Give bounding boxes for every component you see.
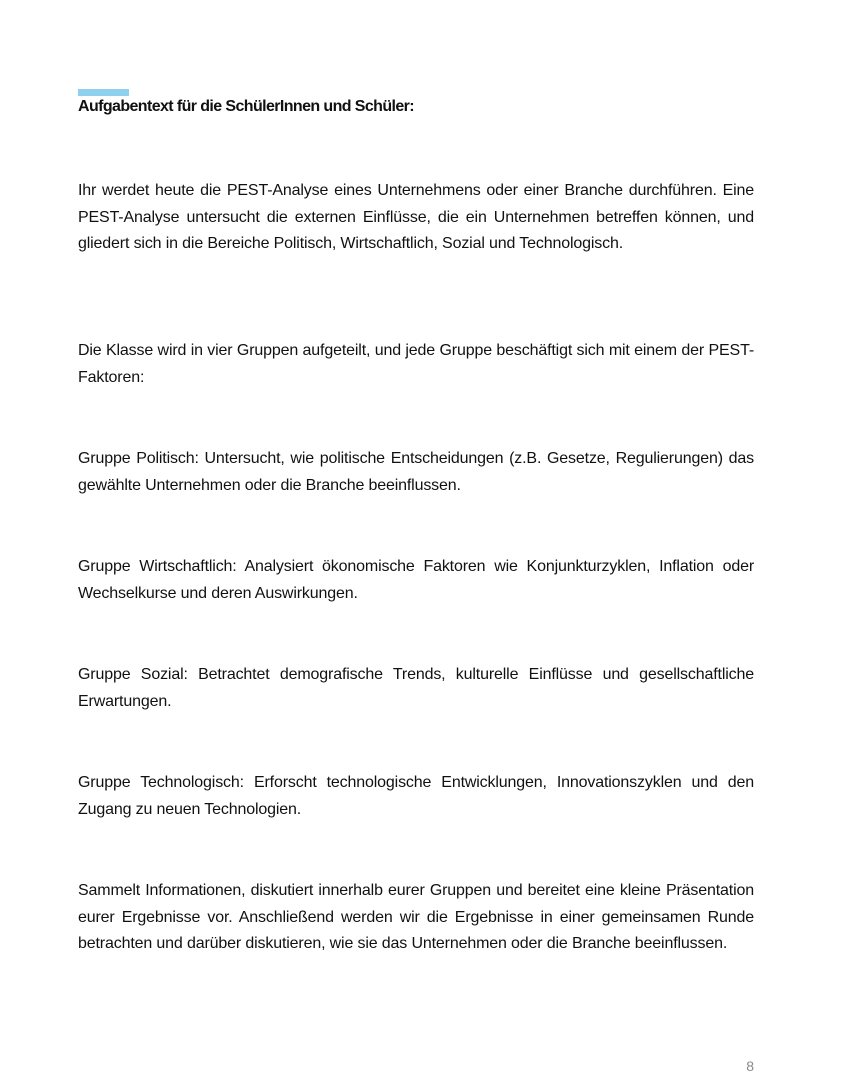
page-number: 8 xyxy=(746,1058,754,1074)
paragraph-intro: Ihr werdet heute die PEST-Analyse eines Unternehmens oder einer Branche durchführen. Eine PEST-Analyse untersucht die externen Einflüsse, die ein Unternehmen betreffen können, und gliedert sich in die Bereiche Politisch, Wirtschaftlich, Sozial und Technologisch. xyxy=(78,182,754,253)
section-heading: Aufgabentext für die SchülerInnen und Schüler: xyxy=(78,98,414,115)
heading-accent-bar xyxy=(78,89,129,96)
paragraph-group-politisch: Gruppe Politisch: Untersucht, wie politische Entscheidungen (z.B. Gesetze, Regulierungen) das gewählte Unternehmen oder die Branche beeinflussen. xyxy=(78,450,754,494)
paragraph-group-technologisch: Gruppe Technologisch: Erforscht technologische Entwicklungen, Innovationszyklen und den Zugang zu neuen Technologien. xyxy=(78,774,754,818)
paragraph-group-wirtschaftlich: Gruppe Wirtschaftlich: Analysiert ökonomische Faktoren wie Konjunkturzyklen, Inflation oder Wechselkurse und deren Auswirkungen. xyxy=(78,558,754,602)
paragraph-groups-intro: Die Klasse wird in vier Gruppen aufgeteilt, und jede Gruppe beschäftigt sich mit einem der PEST-Faktoren: xyxy=(78,342,754,386)
paragraph-conclusion: Sammelt Informationen, diskutiert innerhalb eurer Gruppen und bereitet eine kleine Präsentation eurer Ergebnisse vor. Anschließend werden wir die Ergebnisse in einer gemeinsamen Runde betrachten und darüber diskutieren, wie sie das Unternehmen oder die Branche beeinflussen. xyxy=(78,882,754,953)
paragraph-group-sozial: Gruppe Sozial: Betrachtet demografische Trends, kulturelle Einflüsse und gesellschaftliche Erwartungen. xyxy=(78,666,754,710)
